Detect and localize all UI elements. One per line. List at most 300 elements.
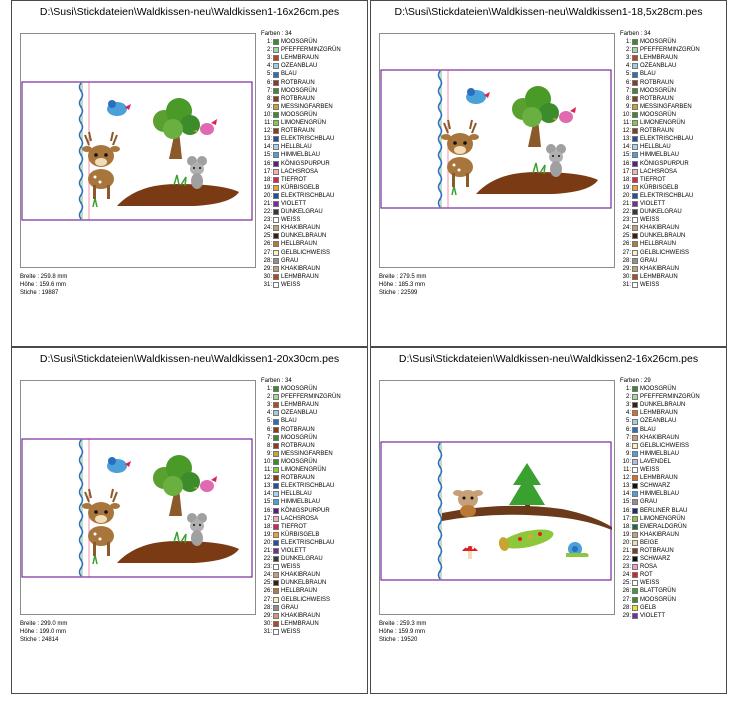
color-row [620, 531, 700, 539]
color-row [261, 426, 341, 434]
color-name: HELLBLAU [640, 144, 671, 151]
color-swatch [273, 96, 279, 102]
color-index: 20: [622, 192, 631, 199]
color-index: 16: [622, 160, 631, 167]
color-index: 28: [622, 257, 631, 264]
color-row [261, 249, 341, 257]
color-name: HELLBLAU [281, 144, 312, 151]
color-row [620, 604, 700, 612]
color-name: MOOSGRÜN [640, 39, 676, 46]
color-name: LEHMBRAUN [281, 620, 319, 627]
color-swatch [273, 201, 279, 207]
color-swatch [273, 152, 279, 158]
color-swatch [273, 491, 279, 497]
color-name: OZEANBLAU [640, 418, 677, 425]
color-index: 21: [622, 200, 631, 207]
color-name: LIMONENGRÜN [281, 467, 327, 474]
color-index: 27: [622, 249, 631, 256]
color-row [620, 70, 700, 78]
color-swatch [273, 55, 279, 61]
color-swatch [273, 540, 279, 546]
embroidery-design [21, 432, 253, 584]
color-name: WEISS [640, 281, 660, 288]
color-swatch [273, 516, 279, 522]
color-name: ELEKTRISCHBLAU [281, 539, 335, 546]
color-swatch [632, 467, 638, 473]
color-name: ROTBRAUN [281, 442, 315, 449]
color-swatch [632, 540, 638, 546]
design-stats [379, 273, 426, 298]
color-name: LEHMBRAUN [281, 55, 319, 62]
color-swatch [273, 572, 279, 578]
color-index: 6: [625, 79, 631, 86]
color-swatch [273, 435, 279, 441]
color-name: VIOLETT [281, 547, 307, 554]
color-swatch [632, 516, 638, 522]
color-name: LAVENDEL [640, 458, 671, 465]
color-index: 10: [263, 111, 272, 118]
color-row [620, 95, 700, 103]
width-value: Breite : 259.3 mm [379, 621, 427, 627]
width-value: Breite : 259.8 mm [20, 274, 68, 280]
color-row [261, 119, 341, 127]
color-index: 22: [263, 209, 272, 216]
color-name: HELLBRAUN [281, 588, 318, 595]
color-row [261, 46, 341, 54]
color-index: 7: [266, 434, 272, 441]
color-row [261, 498, 341, 506]
color-swatch [632, 209, 638, 215]
color-index: 21: [263, 200, 272, 207]
color-row [620, 450, 700, 458]
color-swatch [632, 233, 638, 239]
color-row [261, 79, 341, 87]
color-index: 14: [263, 491, 272, 498]
color-row [261, 490, 341, 498]
color-row [620, 79, 700, 87]
color-row [261, 38, 341, 46]
color-index: 13: [263, 136, 272, 143]
color-row [620, 612, 700, 620]
color-row [620, 539, 700, 547]
color-row [261, 555, 341, 563]
color-index: 1: [625, 386, 631, 393]
file-path-title: D:\Susi\Stickdateien\Waldkissen-neu\Waldkissen1-16x26cm.pes [39, 6, 340, 18]
color-swatch [632, 225, 638, 231]
color-name: MESSINGFARBEN [281, 103, 333, 110]
color-swatch [273, 621, 279, 627]
height-value: Höhe : 159.6 mm [20, 282, 67, 289]
color-row [261, 571, 341, 579]
color-name: GRAU [281, 604, 299, 611]
color-name: LEHMBRAUN [281, 402, 319, 409]
color-index: 8: [625, 442, 631, 449]
color-name: PFEFFERMINZGRÜN [281, 47, 341, 54]
color-name: ELEKTRISCHBLAU [640, 192, 694, 199]
color-name: ROTBRAUN [281, 128, 315, 135]
color-index: 21: [263, 547, 272, 554]
color-index: 4: [266, 63, 272, 70]
color-row [261, 531, 341, 539]
color-index: 10: [622, 458, 631, 465]
color-index: 16: [263, 507, 272, 514]
color-row [620, 482, 700, 490]
color-swatch [632, 185, 638, 191]
color-swatch [632, 39, 638, 45]
color-index: 28: [622, 604, 631, 611]
color-row [620, 563, 700, 571]
color-index: 25: [622, 580, 631, 587]
color-row [620, 515, 700, 523]
color-index: 22: [263, 556, 272, 563]
color-name: BLATTGRÜN [640, 588, 676, 595]
color-index: 3: [625, 402, 631, 409]
color-index: 30: [622, 273, 631, 280]
color-name: WEISS [640, 580, 660, 587]
color-name: KÖNIGSPURPUR [281, 507, 330, 514]
color-name: OZEANBLAU [281, 410, 318, 417]
color-row [620, 434, 700, 442]
color-index: 9: [266, 103, 272, 110]
color-row [261, 385, 341, 393]
color-row [261, 184, 341, 192]
color-name: KÜRBISGELB [281, 531, 320, 538]
color-name: VIOLETT [640, 200, 666, 207]
color-name: KHAKIBRAUN [640, 531, 680, 538]
color-name: KÜRBISGELB [640, 184, 679, 191]
color-swatch [632, 258, 638, 264]
color-row [261, 450, 341, 458]
color-swatch [273, 104, 279, 110]
color-index: 16: [622, 507, 631, 514]
color-name: HELLBRAUN [640, 241, 677, 248]
color-name: BLAU [640, 426, 656, 433]
color-name: MOOSGRÜN [640, 596, 676, 603]
color-name: DUNKELBRAUN [281, 580, 327, 587]
color-swatch [632, 161, 638, 167]
color-index: 29: [263, 265, 272, 272]
color-row [261, 192, 341, 200]
color-name: DUNKELGRAU [281, 556, 323, 563]
color-index: 25: [622, 233, 631, 240]
color-row [261, 54, 341, 62]
color-name: ROTBRAUN [640, 547, 674, 554]
color-row [620, 62, 700, 70]
color-name: HELLBLAU [281, 491, 312, 498]
color-name: LEHMBRAUN [281, 273, 319, 280]
color-swatch [632, 459, 638, 465]
color-swatch [273, 443, 279, 449]
color-swatch [273, 402, 279, 408]
color-name: KHAKIBRAUN [640, 265, 680, 272]
color-name: HIMMELBLAU [281, 152, 321, 159]
color-index: 29: [263, 612, 272, 619]
color-index: 23: [263, 564, 272, 571]
color-index: 23: [263, 217, 272, 224]
color-index: 12: [622, 475, 631, 482]
color-name: MOOSGRÜN [281, 386, 317, 393]
color-swatch [632, 177, 638, 183]
color-swatch [632, 508, 638, 514]
color-name: MOOSGRÜN [281, 458, 317, 465]
color-name: KHAKIBRAUN [640, 225, 680, 232]
color-index: 28: [263, 257, 272, 264]
color-swatch [632, 386, 638, 392]
color-index: 25: [263, 233, 272, 240]
color-swatch [273, 39, 279, 45]
color-index: 14: [622, 144, 631, 151]
color-name: VIOLETT [281, 200, 307, 207]
color-name: ROTBRAUN [640, 128, 674, 135]
color-index: 11: [264, 120, 272, 127]
color-legend [620, 30, 700, 289]
color-index: 2: [625, 394, 631, 401]
color-swatch [273, 580, 279, 586]
color-row [620, 281, 700, 289]
color-swatch [273, 241, 279, 247]
color-name: WEISS [640, 467, 660, 474]
color-swatch [273, 225, 279, 231]
color-swatch [273, 161, 279, 167]
color-name: MOOSGRÜN [281, 111, 317, 118]
color-row [620, 87, 700, 95]
color-row [261, 401, 341, 409]
color-index: 13: [622, 483, 631, 490]
color-row [261, 523, 341, 531]
color-index: 16: [263, 160, 272, 167]
file-path-title: D:\Susi\Stickdateien\Waldkissen-neu\Waldkissen1-20x30cm.pes [39, 353, 340, 365]
color-swatch [632, 613, 638, 619]
color-index: 1: [266, 386, 272, 393]
color-swatch [632, 605, 638, 611]
color-row [261, 160, 341, 168]
color-row [620, 103, 700, 111]
color-name: ROT [640, 572, 653, 579]
color-swatch [273, 47, 279, 53]
color-row [620, 200, 700, 208]
color-index: 18: [263, 523, 272, 530]
color-row [261, 596, 341, 604]
color-row [261, 273, 341, 281]
color-row [620, 409, 700, 417]
color-name: GELBLICHWEISS [640, 249, 690, 256]
color-name: KHAKIBRAUN [281, 572, 321, 579]
color-row [261, 587, 341, 595]
color-swatch [273, 597, 279, 603]
color-swatch [632, 402, 638, 408]
color-index: 9: [625, 103, 631, 110]
color-swatch [273, 548, 279, 554]
color-name: WEISS [281, 628, 301, 635]
color-swatch [273, 128, 279, 134]
color-index: 17: [263, 168, 272, 175]
color-swatch [632, 201, 638, 207]
color-index: 7: [266, 87, 272, 94]
color-name: GRAU [640, 257, 658, 264]
color-swatch [632, 499, 638, 505]
color-name: GRAU [640, 499, 658, 506]
design-stats [379, 620, 426, 645]
color-index: 12: [263, 475, 272, 482]
color-row [261, 143, 341, 151]
color-row [620, 498, 700, 506]
color-index: 30: [263, 620, 272, 627]
color-swatch [273, 274, 279, 280]
color-row [620, 273, 700, 281]
height-value: Höhe : 159.9 mm [379, 629, 426, 636]
color-index: 5: [625, 71, 631, 78]
color-swatch [632, 120, 638, 126]
color-row [620, 184, 700, 192]
color-row [620, 135, 700, 143]
color-name: ROTBRAUN [281, 475, 315, 482]
color-row [261, 240, 341, 248]
color-row [261, 393, 341, 401]
color-index: 22: [622, 209, 631, 216]
embroidery-design [380, 46, 612, 232]
color-index: 24: [263, 225, 272, 232]
color-row [620, 127, 700, 135]
color-index: 31: [622, 281, 631, 288]
color-row [620, 579, 700, 587]
color-swatch [632, 136, 638, 142]
stitch-count: Stiche : 19887 [20, 290, 59, 297]
color-name: GRAU [281, 257, 299, 264]
color-name: KÖNIGSPURPUR [281, 160, 330, 167]
color-index: 14: [622, 491, 631, 498]
color-row [261, 87, 341, 95]
color-swatch [273, 605, 279, 611]
color-swatch [632, 532, 638, 538]
color-row [620, 46, 700, 54]
color-name: LACHSROSA [281, 168, 319, 175]
color-row [620, 119, 700, 127]
color-index: 19: [263, 531, 272, 538]
color-row [261, 515, 341, 523]
color-row [620, 555, 700, 563]
color-name: TIEFROT [281, 523, 307, 530]
color-row [261, 127, 341, 135]
color-row [620, 151, 700, 159]
color-name: ROTBRAUN [281, 79, 315, 86]
color-index: 31: [263, 628, 272, 635]
color-row [261, 628, 341, 636]
color-index: 27: [263, 249, 272, 256]
color-swatch [273, 508, 279, 514]
color-row [261, 151, 341, 159]
color-name: OZEANBLAU [640, 63, 677, 70]
color-swatch [632, 451, 638, 457]
color-swatch [273, 177, 279, 183]
color-name: ELEKTRISCHBLAU [640, 136, 694, 143]
color-count: Farben : 34 [620, 31, 651, 37]
color-index: 2: [625, 47, 631, 54]
design-card [370, 0, 727, 347]
color-row [620, 442, 700, 450]
color-name: BERLINER BLAU [640, 507, 688, 514]
color-swatch [632, 282, 638, 288]
color-index: 6: [266, 79, 272, 86]
color-swatch [273, 629, 279, 635]
color-name: MOOSGRÜN [640, 87, 676, 94]
color-name: EMERALDGRÜN [640, 523, 687, 530]
color-row [620, 393, 700, 401]
color-name: ROTBRAUN [281, 95, 315, 102]
color-index: 8: [266, 442, 272, 449]
color-row [261, 442, 341, 450]
color-name: GELBLICHWEISS [640, 442, 690, 449]
color-swatch [632, 274, 638, 280]
color-swatch [632, 104, 638, 110]
color-name: KHAKIBRAUN [281, 265, 321, 272]
color-name: LACHSROSA [281, 515, 319, 522]
color-name: TIEFROT [281, 176, 307, 183]
color-index: 11: [623, 120, 631, 127]
color-name: PFEFFERMINZGRÜN [640, 394, 700, 401]
color-name: DUNKELGRAU [640, 209, 682, 216]
color-swatch [273, 410, 279, 416]
color-row [261, 232, 341, 240]
color-name: SCHWARZ [640, 556, 671, 563]
color-index: 10: [622, 111, 631, 118]
color-index: 7: [625, 87, 631, 94]
color-name: TIEFROT [640, 176, 666, 183]
height-value: Höhe : 199.0 mm [20, 629, 67, 636]
color-row [261, 257, 341, 265]
embroidery-design [21, 81, 253, 221]
color-row [261, 103, 341, 111]
color-swatch [273, 459, 279, 465]
color-index: 23: [622, 564, 631, 571]
color-row [261, 70, 341, 78]
color-swatch [632, 394, 638, 400]
color-row [261, 482, 341, 490]
color-name: PFEFFERMINZGRÜN [640, 47, 700, 54]
color-name: HELLBRAUN [281, 241, 318, 248]
color-swatch [273, 475, 279, 481]
color-row [261, 604, 341, 612]
color-row [261, 200, 341, 208]
color-row [261, 265, 341, 273]
color-name: ELEKTRISCHBLAU [281, 136, 335, 143]
color-name: WEISS [640, 217, 660, 224]
color-row [261, 539, 341, 547]
color-index: 21: [622, 547, 631, 554]
color-row [620, 596, 700, 604]
color-row [620, 426, 700, 434]
color-swatch [632, 427, 638, 433]
color-index: 15: [622, 152, 631, 159]
color-row [620, 224, 700, 232]
color-swatch [273, 467, 279, 473]
color-index: 5: [266, 418, 272, 425]
color-swatch [273, 419, 279, 425]
color-row [620, 507, 700, 515]
height-value: Höhe : 185.3 mm [379, 282, 426, 289]
color-name: HIMMELBLAU [640, 491, 680, 498]
color-name: DUNKELBRAUN [640, 233, 686, 240]
color-row [620, 385, 700, 393]
color-row [620, 417, 700, 425]
color-name: MESSINGFARBEN [640, 103, 692, 110]
color-swatch [273, 564, 279, 570]
color-swatch [632, 250, 638, 256]
color-legend [261, 30, 341, 289]
color-row [261, 176, 341, 184]
color-swatch [273, 250, 279, 256]
color-name: LEHMBRAUN [640, 273, 678, 280]
color-swatch [273, 112, 279, 118]
